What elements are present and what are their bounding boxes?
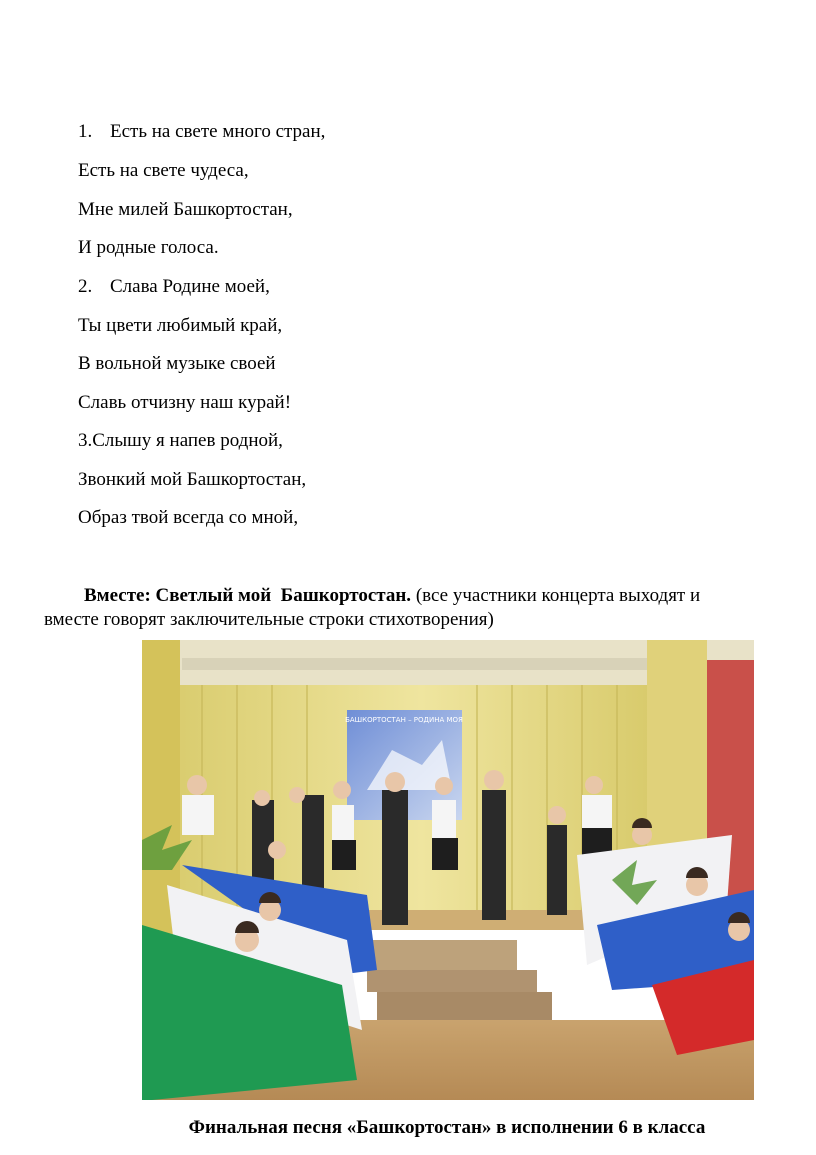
poem-verse3-line2: Звонкий мой Башкортостан,: [78, 469, 307, 490]
poem-verse2-line4: Славь отчизну наш курай!: [78, 392, 292, 413]
finale-line2: вместе говорят заключительные строки стихотворения): [44, 609, 494, 630]
finale-note-part1: (все участники концерта выходят и: [411, 585, 701, 606]
verse1-number: 1.: [78, 121, 93, 142]
finale-line1: [84, 585, 700, 607]
verse2-number: 2.: [78, 276, 93, 297]
poster-title: БАШКОРТОСТАН – РОДИНА МОЯ: [345, 716, 463, 724]
verse2-line1-text: Слава Родине моей,: [110, 276, 270, 297]
poem-verse3-line3: Образ твой всегда со мной,: [78, 507, 299, 528]
poem-verse2-line3: В вольной музыке своей: [78, 353, 276, 374]
poem-verse1-line3: Мне милей Башкортостан,: [78, 199, 293, 220]
poem-verse3-line1: 3.Слышу я напев родной,: [78, 430, 283, 451]
poem-verse2-line1: [78, 276, 270, 298]
finale-bold-text: Вместе: Светлый мой Башкортостан.: [84, 585, 412, 606]
poem-verse1-line4: И родные голоса.: [78, 237, 219, 258]
photo-caption: Финальная песня «Башкортостан» в исполнении 6 в класса: [188, 1117, 706, 1138]
verse1-line1-text: Есть на свете много стран,: [110, 121, 326, 142]
concert-photo: [142, 640, 754, 1100]
poem-verse1-line2: Есть на свете чудеса,: [78, 160, 249, 181]
poem-verse2-line2: Ты цвети любимый край,: [78, 315, 283, 336]
poem-verse1-line1: [78, 121, 325, 143]
